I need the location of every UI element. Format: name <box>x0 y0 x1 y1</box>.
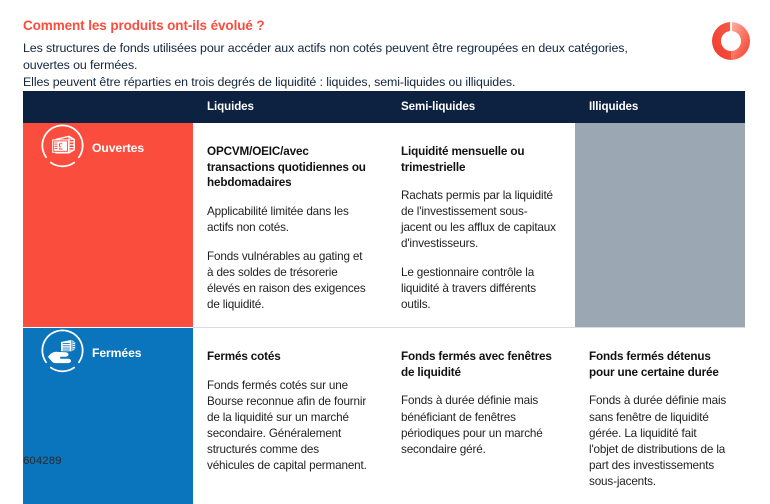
table-row <box>23 328 745 503</box>
cell-paragraph: Applicabilité limitée dans les actifs non cotés. <box>207 204 349 234</box>
cell-paragraph: Fonds fermés cotés sur une Bourse reconnue afin de fournir de la liquidité sur un marché secondaire. Généralement structurés comme des véhicules de capital permanent. <box>207 378 367 473</box>
cell-fermees-semi-liquides <box>387 328 575 503</box>
banknote-stack-icon <box>40 123 85 173</box>
category-label-fermees: Fermées <box>92 346 142 361</box>
footer-reference-number: 604289 <box>23 455 62 467</box>
ring-donut-logo-icon <box>710 20 752 62</box>
column-header-blank <box>23 91 193 123</box>
svg-text:£: £ <box>58 141 63 152</box>
cell-ouvertes-semi-liquides <box>387 123 575 327</box>
column-header-illiquides: Illiquides <box>575 91 745 123</box>
category-label-ouvertes: Ouvertes <box>92 141 145 155</box>
cell-paragraph: Fonds vulnérables au gating et à des soldes de trésorerie élevés en raison des exigences de liquidité. <box>207 249 366 311</box>
intro-line-3: Elles peuvent être réparties en trois degrés de liquidité : liquides, semi-liquides ou illiquides. <box>23 74 516 89</box>
intro-line-2: ouvertes ou fermées. <box>23 58 138 73</box>
cell-fermees-illiquides <box>575 328 745 503</box>
table-row <box>23 123 745 327</box>
cell-heading: Fonds fermés avec fenêtres de liquidité <box>401 350 552 379</box>
cell-heading: Fermés cotés <box>207 350 281 364</box>
cell-paragraph: Fonds à durée définie mais sans fenêtre de liquidité gérée. La liquidité fait l'objet de distributions de la part des investissements sous-jacents. <box>589 394 727 488</box>
cell-paragraph: Le gestionnaire contrôle la liquidité à travers différents outils. <box>401 266 536 312</box>
cell-fermees-liquides <box>193 328 387 503</box>
page-title: Comment les produits ont-ils évolué ? <box>23 18 265 33</box>
intro-line-1: Les structures de fonds utilisées pour accéder aux actifs non cotés peuvent être regroupées en deux catégories, <box>23 41 628 56</box>
cell-ouvertes-liquides <box>193 123 387 327</box>
column-header-liquides: Liquides <box>193 91 387 123</box>
cell-paragraph: Rachats permis par la liquidité de l'investissement sous-jacent ou les afflux de capitaux d'investisseurs. <box>401 189 556 251</box>
category-cell-fermees <box>23 328 193 503</box>
cell-heading: Fonds fermés détenus pour une certaine durée <box>589 350 719 379</box>
header-block <box>23 18 683 91</box>
column-header-semi-liquides: Semi-liquides <box>387 91 575 123</box>
liquidity-matrix-table <box>23 91 745 504</box>
cell-ouvertes-illiquides-empty <box>575 123 745 327</box>
cell-heading: OPCVM/OEIC/avec transactions quotidiennes ou hebdomadaires <box>207 145 366 190</box>
hand-holding-money-icon <box>40 328 85 378</box>
cell-heading: Liquidité mensuelle ou trimestrielle <box>401 145 525 174</box>
table-header-row <box>23 91 745 123</box>
category-cell-ouvertes <box>23 123 193 327</box>
cell-paragraph: Fonds à durée définie mais bénéficiant de fenêtres périodiques pour un marché secondaire géré. <box>401 394 543 456</box>
